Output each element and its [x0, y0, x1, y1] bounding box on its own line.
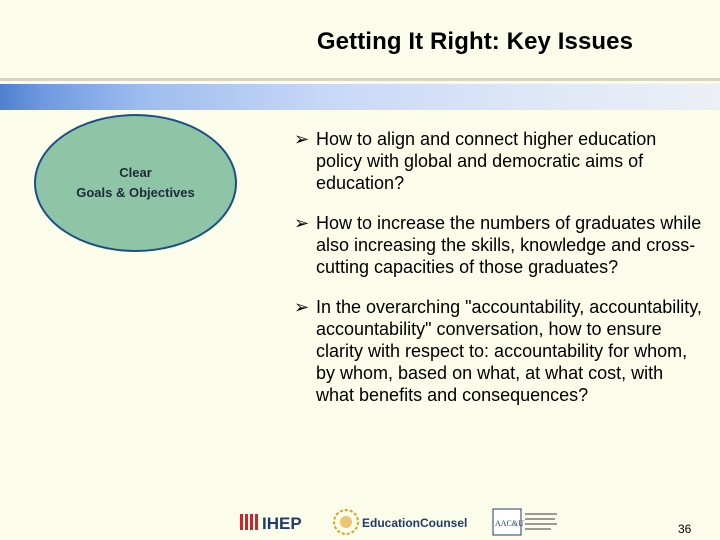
list-item — [294, 212, 704, 278]
aacu-logo-mark: AAC&U — [495, 519, 524, 528]
ellipse-label-line1: Clear — [119, 165, 152, 180]
arrow-bullet-icon: ➢ — [294, 213, 310, 233]
bullet-text: How to align and connect higher education policy with global and democratic aims of education? — [316, 129, 657, 193]
arrow-bullet-icon: ➢ — [294, 297, 310, 317]
key-issues-list — [294, 128, 704, 424]
arrow-bullet-icon: ➢ — [294, 129, 310, 149]
header-gradient-band — [0, 84, 720, 110]
list-item — [294, 128, 704, 194]
education-counsel-logo — [332, 507, 482, 537]
aacu-logo — [492, 507, 562, 537]
slide-title-text: Getting It Right: Key Issues — [316, 28, 634, 55]
header-divider — [0, 78, 720, 81]
list-item — [294, 296, 704, 406]
ihep-logo — [240, 509, 322, 535]
goals-ellipse — [34, 114, 237, 252]
ihep-logo-text: IHEP — [262, 514, 302, 533]
slide-title — [0, 28, 720, 56]
education-counsel-logo-text: EducationCounsel — [362, 516, 468, 530]
bullet-text: How to increase the numbers of graduates while also increasing the skills, knowledge and cross-cutting capacities of those graduates? — [316, 213, 702, 277]
page-number: 36 — [678, 522, 692, 536]
bullet-text: In the overarching "accountability, accountability, accountability" conversation, how to ensure clarity with respect to: accountability for whom, by whom, based on what, at what cost, with what benefits and consequences? — [316, 297, 702, 405]
ellipse-label-line2: Goals & Objectives — [76, 185, 195, 200]
